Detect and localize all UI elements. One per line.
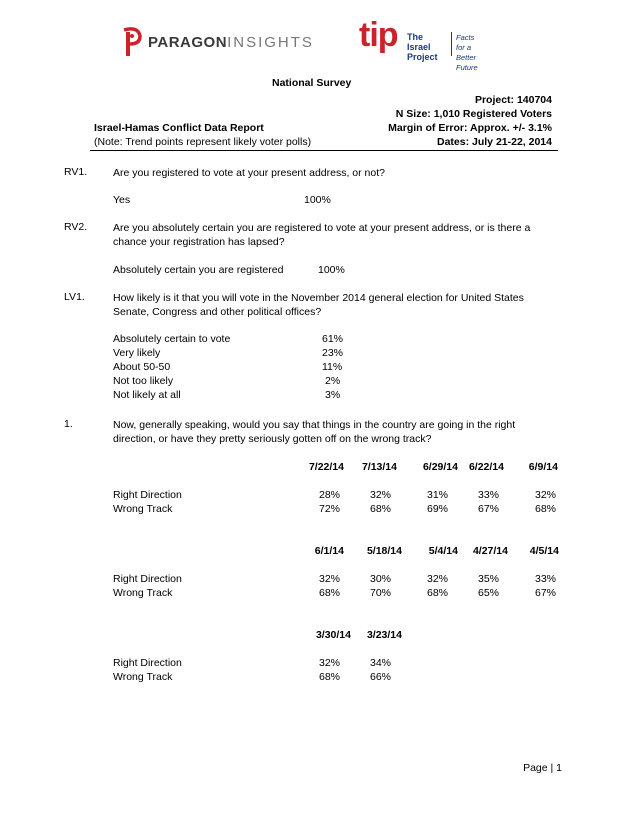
trend-value: 32%	[534, 489, 556, 501]
header-divider	[90, 150, 558, 151]
tip-wordmark: tip	[359, 16, 398, 54]
trend-value: 72%	[318, 503, 340, 515]
answer-value: 61%	[322, 333, 344, 345]
trend-date-header: 4/5/14	[529, 545, 559, 557]
trend-date-header: 4/27/14	[472, 545, 508, 557]
project-number: Project: 140704	[474, 94, 552, 106]
answer-label: Absolutely certain you are registered	[113, 264, 284, 276]
question-number: LV1.	[64, 291, 85, 303]
report-title: Israel-Hamas Conflict Data Report	[94, 122, 264, 134]
survey-title: National Survey	[272, 77, 352, 89]
answer-label: Absolutely certain to vote	[113, 333, 231, 345]
question-text: Are you absolutely certain you are registered to vote at your present address, or is there a chance your registration has lapsed?	[113, 222, 531, 248]
answer-value: 100%	[304, 194, 331, 206]
trend-value: 28%	[318, 489, 340, 501]
question-text: Are you registered to vote at your present address, or not?	[113, 167, 385, 179]
trend-value: 66%	[369, 671, 391, 683]
trend-value: 70%	[369, 587, 391, 599]
answer-value: 11%	[322, 361, 343, 373]
answer-value: 23%	[322, 347, 344, 359]
trend-value: 68%	[426, 587, 448, 599]
answer-value: 2%	[325, 375, 341, 387]
sample-size: N Size: 1,010 Registered Voters	[395, 108, 552, 120]
page-number: Page | 1	[523, 762, 562, 774]
trend-date-header: 6/9/14	[528, 461, 558, 473]
trend-date-header: 6/1/14	[314, 545, 344, 557]
answer-label: Yes	[113, 194, 131, 206]
row-label-right-direction: Right Direction	[113, 489, 182, 501]
question-number: RV2.	[64, 221, 88, 233]
trend-date-header: 6/22/14	[468, 461, 504, 473]
trend-date-header: 5/4/14	[428, 545, 458, 557]
trend-date-header: 3/30/14	[315, 629, 351, 641]
paragon-light-text: INSIGHTS	[227, 34, 314, 51]
trend-value: 68%	[369, 503, 391, 515]
trend-date-header: 7/22/14	[308, 461, 344, 473]
answer-label: About 50-50	[113, 361, 171, 373]
trend-value: 69%	[426, 503, 448, 515]
trend-value: 67%	[477, 503, 499, 515]
trend-value: 34%	[369, 657, 391, 669]
question-text: How likely is it that you will vote in the November 2014 general election for United States Senate, Congress and other political offices?	[113, 292, 524, 318]
trend-date-header: 3/23/14	[366, 629, 402, 641]
answer-label: Not too likely	[113, 375, 174, 387]
trend-date-header: 6/29/14	[422, 461, 458, 473]
trend-value: 67%	[534, 587, 556, 599]
paragon-mark-icon	[120, 24, 146, 58]
row-label-wrong-track: Wrong Track	[113, 587, 173, 599]
trend-note: (Note: Trend points represent likely voter polls)	[94, 136, 312, 148]
tip-divider	[451, 32, 452, 56]
paragon-bold-text: PARAGON	[148, 34, 228, 51]
trend-value: 32%	[426, 573, 448, 585]
trend-value: 33%	[534, 573, 556, 585]
answer-label: Not likely at all	[113, 389, 181, 401]
question-number: 1.	[64, 418, 73, 430]
row-label-wrong-track: Wrong Track	[113, 671, 173, 683]
trend-value: 32%	[369, 489, 391, 501]
answer-label: Very likely	[113, 347, 161, 359]
trend-value: 65%	[477, 587, 499, 599]
trend-value: 31%	[426, 489, 448, 501]
trend-value: 68%	[318, 587, 340, 599]
tip-org-name: The Israel Project	[407, 32, 438, 62]
trend-value: 35%	[477, 573, 499, 585]
row-label-right-direction: Right Direction	[113, 573, 182, 585]
question-text: Now, generally speaking, would you say that things in the country are going in the right direction, or have they pretty seriously gotten off on the wrong track?	[113, 419, 516, 445]
trend-date-header: 5/18/14	[366, 545, 402, 557]
trend-value: 33%	[477, 489, 499, 501]
question-number: RV1.	[64, 166, 88, 178]
margin-of-error: Margin of Error: Approx. +/- 3.1%	[388, 122, 552, 134]
tip-tagline: Facts for a Better Future	[456, 33, 478, 72]
survey-dates: Dates: July 21-22, 2014	[437, 136, 552, 148]
answer-value: 3%	[325, 389, 341, 401]
trend-value: 32%	[318, 657, 340, 669]
trend-value: 68%	[534, 503, 556, 515]
trend-value: 30%	[369, 573, 391, 585]
trend-value: 68%	[318, 671, 340, 683]
row-label-wrong-track: Wrong Track	[113, 503, 173, 515]
row-label-right-direction: Right Direction	[113, 657, 182, 669]
trend-value: 32%	[318, 573, 340, 585]
trend-date-header: 7/13/14	[361, 461, 397, 473]
answer-value: 100%	[318, 264, 345, 276]
